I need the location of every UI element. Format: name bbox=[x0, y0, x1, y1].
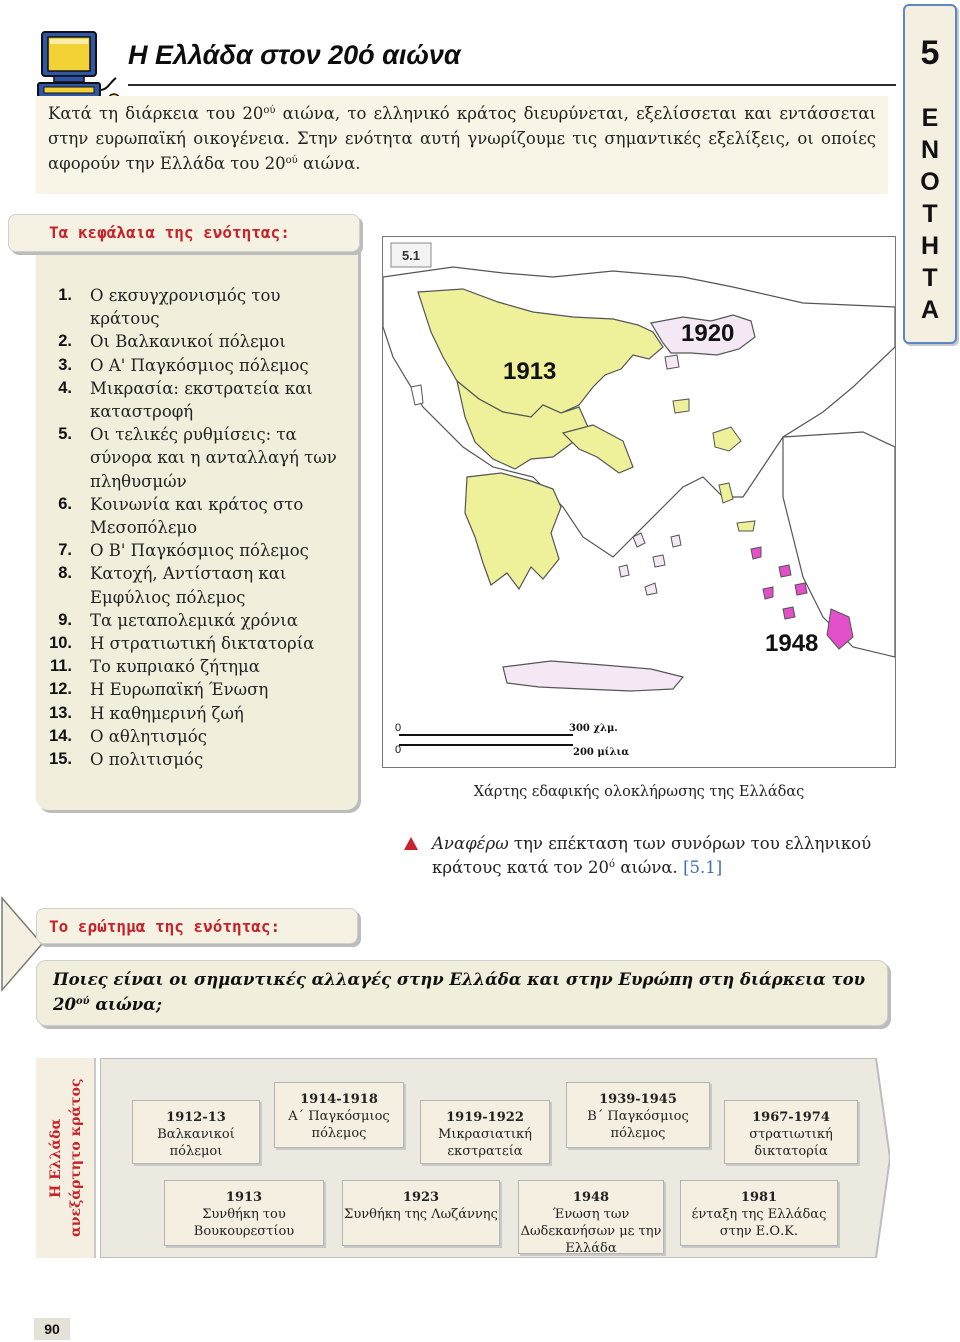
event-year: 1948 bbox=[572, 1190, 610, 1205]
event-year: 1923 bbox=[402, 1190, 440, 1205]
event-year: 1913 bbox=[225, 1190, 263, 1205]
chapter-item bbox=[48, 377, 354, 423]
chapter-title: Ο εκσυγχρονισμός του κράτους bbox=[90, 286, 281, 329]
unit-tab bbox=[903, 4, 957, 344]
timeline-side-label-line: ανεξάρτητο κράτος bbox=[68, 1078, 84, 1238]
chapter-title: Ο Β' Παγκόσμιος πόλεμος bbox=[90, 541, 309, 561]
timeline-event bbox=[680, 1180, 838, 1246]
question-text-part: αιώνα; bbox=[89, 995, 162, 1014]
chapter-number: 10. bbox=[49, 634, 72, 653]
chapter-title: Ο Α' Παγκόσμιος πόλεμος bbox=[90, 355, 309, 375]
chapter-item bbox=[48, 330, 354, 353]
task-text-part: την επέκταση των συνόρων του ελληνικού κράτους κατά τον 20 bbox=[432, 834, 872, 877]
chapter-title: Οι Βαλκανικοί πόλεμοι bbox=[90, 332, 286, 352]
event-year: 1919-1922 bbox=[446, 1110, 524, 1125]
chapter-number: 5. bbox=[58, 425, 72, 444]
title-divider bbox=[128, 84, 896, 86]
map-island-samos bbox=[737, 521, 755, 531]
scale-zero: 0 bbox=[395, 722, 402, 734]
chapter-title: Η στρατιωτική δικτατορία bbox=[90, 634, 315, 654]
unit-number: 5 bbox=[920, 34, 940, 72]
map-year-1920: 1920 bbox=[681, 320, 735, 347]
timeline-event bbox=[518, 1180, 664, 1254]
chapter-number: 14. bbox=[49, 726, 72, 745]
event-text: Συνθήκη του Βουκουρεστίου bbox=[193, 1207, 295, 1239]
unit-letter: Τ bbox=[922, 200, 938, 228]
scale-km: 300 χλμ. bbox=[569, 723, 618, 734]
question-superscript: ού bbox=[75, 996, 90, 1007]
map-figure bbox=[382, 236, 896, 768]
triangle-bullet-icon bbox=[404, 837, 418, 850]
event-text: Συνθήκη της Λωζάννης bbox=[344, 1207, 498, 1222]
chapter-item bbox=[48, 539, 354, 562]
intro-text bbox=[48, 101, 876, 176]
unit-letter: Ε bbox=[921, 104, 939, 132]
chapter-title: Οι τελικές ρυθμίσεις: τα σύνορα και η ανταλλαγή των πληθυσμών bbox=[90, 425, 337, 491]
unit-letter: Ο bbox=[920, 168, 940, 196]
chapter-title: Το κυπριακό ζήτημα bbox=[90, 657, 260, 677]
chapter-number: 9. bbox=[58, 610, 72, 629]
unit-letter: Η bbox=[920, 232, 940, 260]
intro-text-part: Κατά τη διάρκεια του 20 bbox=[48, 104, 264, 123]
task-text bbox=[432, 832, 882, 880]
computer-icon bbox=[36, 28, 120, 104]
chapter-title: Ο πολιτισμός bbox=[90, 750, 204, 770]
intro-superscript: ού bbox=[263, 105, 276, 116]
event-text: Ένωση των Δωδεκανήσων με την Ελλάδα bbox=[520, 1207, 662, 1256]
chapter-item bbox=[48, 493, 354, 539]
scale-zero: 0 bbox=[395, 744, 402, 756]
intro-box bbox=[36, 96, 888, 194]
chapter-number: 15. bbox=[49, 750, 72, 769]
map-island-corfu bbox=[411, 385, 423, 405]
task-superscript: ό bbox=[609, 859, 616, 870]
chapter-item bbox=[48, 284, 354, 330]
map-island-thasos bbox=[665, 355, 679, 369]
timeline-side-label-line: Η Ελλάδα bbox=[48, 1118, 64, 1198]
event-text: ένταξη της Ελλάδας στην Ε.Ο.Κ. bbox=[691, 1207, 827, 1239]
chapter-item bbox=[48, 655, 354, 678]
chapter-item bbox=[48, 354, 354, 377]
map-region-peloponnese bbox=[465, 473, 561, 589]
page-title: Η Ελλάδα στον 20ό αιώνα bbox=[128, 40, 461, 70]
chapter-item bbox=[48, 678, 354, 701]
chapter-item bbox=[48, 748, 354, 771]
chapter-number: 1. bbox=[58, 286, 72, 304]
task-verb: Αναφέρω bbox=[432, 834, 509, 853]
chapter-item bbox=[48, 562, 354, 608]
map-year-1913: 1913 bbox=[503, 358, 557, 385]
chapter-number: 12. bbox=[49, 680, 72, 699]
timeline-event bbox=[420, 1100, 550, 1164]
chapter-title: Ο αθλητισμός bbox=[90, 726, 207, 746]
chapter-title: Τα μεταπολεμικά χρόνια bbox=[90, 610, 298, 630]
unit-letter: Ν bbox=[920, 136, 940, 164]
question-text bbox=[53, 967, 871, 1017]
chapter-item bbox=[48, 702, 354, 725]
question-heading-box bbox=[36, 908, 358, 944]
chapter-title: Μικρασία: εκστρατεία και καταστροφή bbox=[90, 378, 313, 422]
event-year: 1981 bbox=[740, 1190, 778, 1205]
chapter-title: Η Ευρωπαϊκή Ένωση bbox=[90, 680, 269, 700]
timeline-event bbox=[566, 1082, 710, 1148]
map-label: 5.1 bbox=[401, 248, 421, 263]
chapter-item bbox=[48, 725, 354, 748]
map-year-1948: 1948 bbox=[765, 630, 819, 657]
question-heading: Το ερώτημα της ενότητας: bbox=[49, 917, 281, 936]
chapter-title: Η καθημερινή ζωή bbox=[90, 703, 244, 723]
event-text: στρατιωτική δικτατορία bbox=[749, 1127, 833, 1159]
chapter-number: 11. bbox=[49, 657, 72, 676]
task-text-part: αιώνα. bbox=[615, 858, 684, 877]
timeline-side-label bbox=[36, 1058, 96, 1258]
figure-reference: [5.1] bbox=[683, 858, 723, 877]
chapter-list bbox=[48, 284, 354, 771]
event-text: Βαλκανικοί πόλεμοι bbox=[157, 1127, 235, 1159]
chapters-heading: Τα κεφάλαια της ενότητας: bbox=[49, 223, 290, 242]
chapter-title: Κοινωνία και κράτος στο Μεσοπόλεμο bbox=[90, 494, 304, 538]
page-number: 90 bbox=[34, 1318, 70, 1340]
timeline-event bbox=[724, 1100, 858, 1164]
chapter-item bbox=[48, 632, 354, 655]
event-year: 1912-13 bbox=[166, 1110, 226, 1125]
chapter-number: 13. bbox=[49, 703, 72, 722]
map-island-limnos bbox=[673, 399, 689, 413]
timeline-event bbox=[342, 1180, 500, 1246]
unit-letter: Τ bbox=[922, 264, 938, 292]
chapter-item bbox=[48, 423, 354, 493]
greece-territorial-map bbox=[383, 237, 895, 767]
event-text: Α΄ Παγκόσμιος πόλεμος bbox=[288, 1109, 390, 1141]
event-year: 1967-1974 bbox=[752, 1110, 830, 1125]
chapter-number: 7. bbox=[58, 541, 72, 560]
question-box bbox=[36, 960, 888, 1026]
intro-superscript: ού bbox=[285, 155, 298, 166]
intro-text-part: αιώνα. bbox=[297, 154, 361, 173]
event-year: 1939-1945 bbox=[599, 1092, 677, 1107]
chapter-item bbox=[48, 609, 354, 632]
unit-word bbox=[905, 102, 955, 326]
timeline-event bbox=[132, 1100, 260, 1164]
chapter-number: 6. bbox=[58, 494, 72, 513]
map-region-crete bbox=[503, 661, 683, 691]
event-text: Μικρασιατική εκστρατεία bbox=[438, 1127, 532, 1159]
chapter-number: 2. bbox=[58, 332, 72, 351]
intro-text-part: αιώνα, το ελληνικό κράτος διευρύνεται, εξελίσσεται και εντάσσεται στην ευρωπαϊκή οικογένεια. Στην ενότητα αυτή γνωρίζουμε τις σημαντικές εξελίξεις, οι οποίες αφορούν την Ελλάδα του 20 bbox=[48, 104, 876, 173]
question-text-part: Ποιες είναι οι σημαντικές αλλαγές στην Ελλάδα και στην Ευρώπη στη διάρκεια του 20 bbox=[53, 970, 866, 1014]
timeline-side-panel bbox=[36, 1058, 96, 1258]
event-text: Β΄ Παγκόσμιος πόλεμος bbox=[587, 1109, 689, 1141]
timeline-event bbox=[274, 1082, 404, 1148]
chapters-heading-box bbox=[8, 214, 360, 252]
timeline-event bbox=[164, 1180, 324, 1246]
unit-letter: Α bbox=[920, 296, 940, 324]
chapter-number: 3. bbox=[58, 355, 72, 374]
map-caption: Χάρτης εδαφικής ολοκλήρωσης της Ελλάδας bbox=[473, 784, 805, 800]
chapter-title: Κατοχή, Αντίσταση και Εμφύλιος πόλεμος bbox=[90, 564, 287, 607]
chapter-number: 4. bbox=[58, 378, 72, 397]
chapter-number: 8. bbox=[58, 564, 72, 583]
event-year: 1914-1918 bbox=[300, 1092, 378, 1107]
scale-miles: 200 μίλια bbox=[573, 747, 630, 758]
